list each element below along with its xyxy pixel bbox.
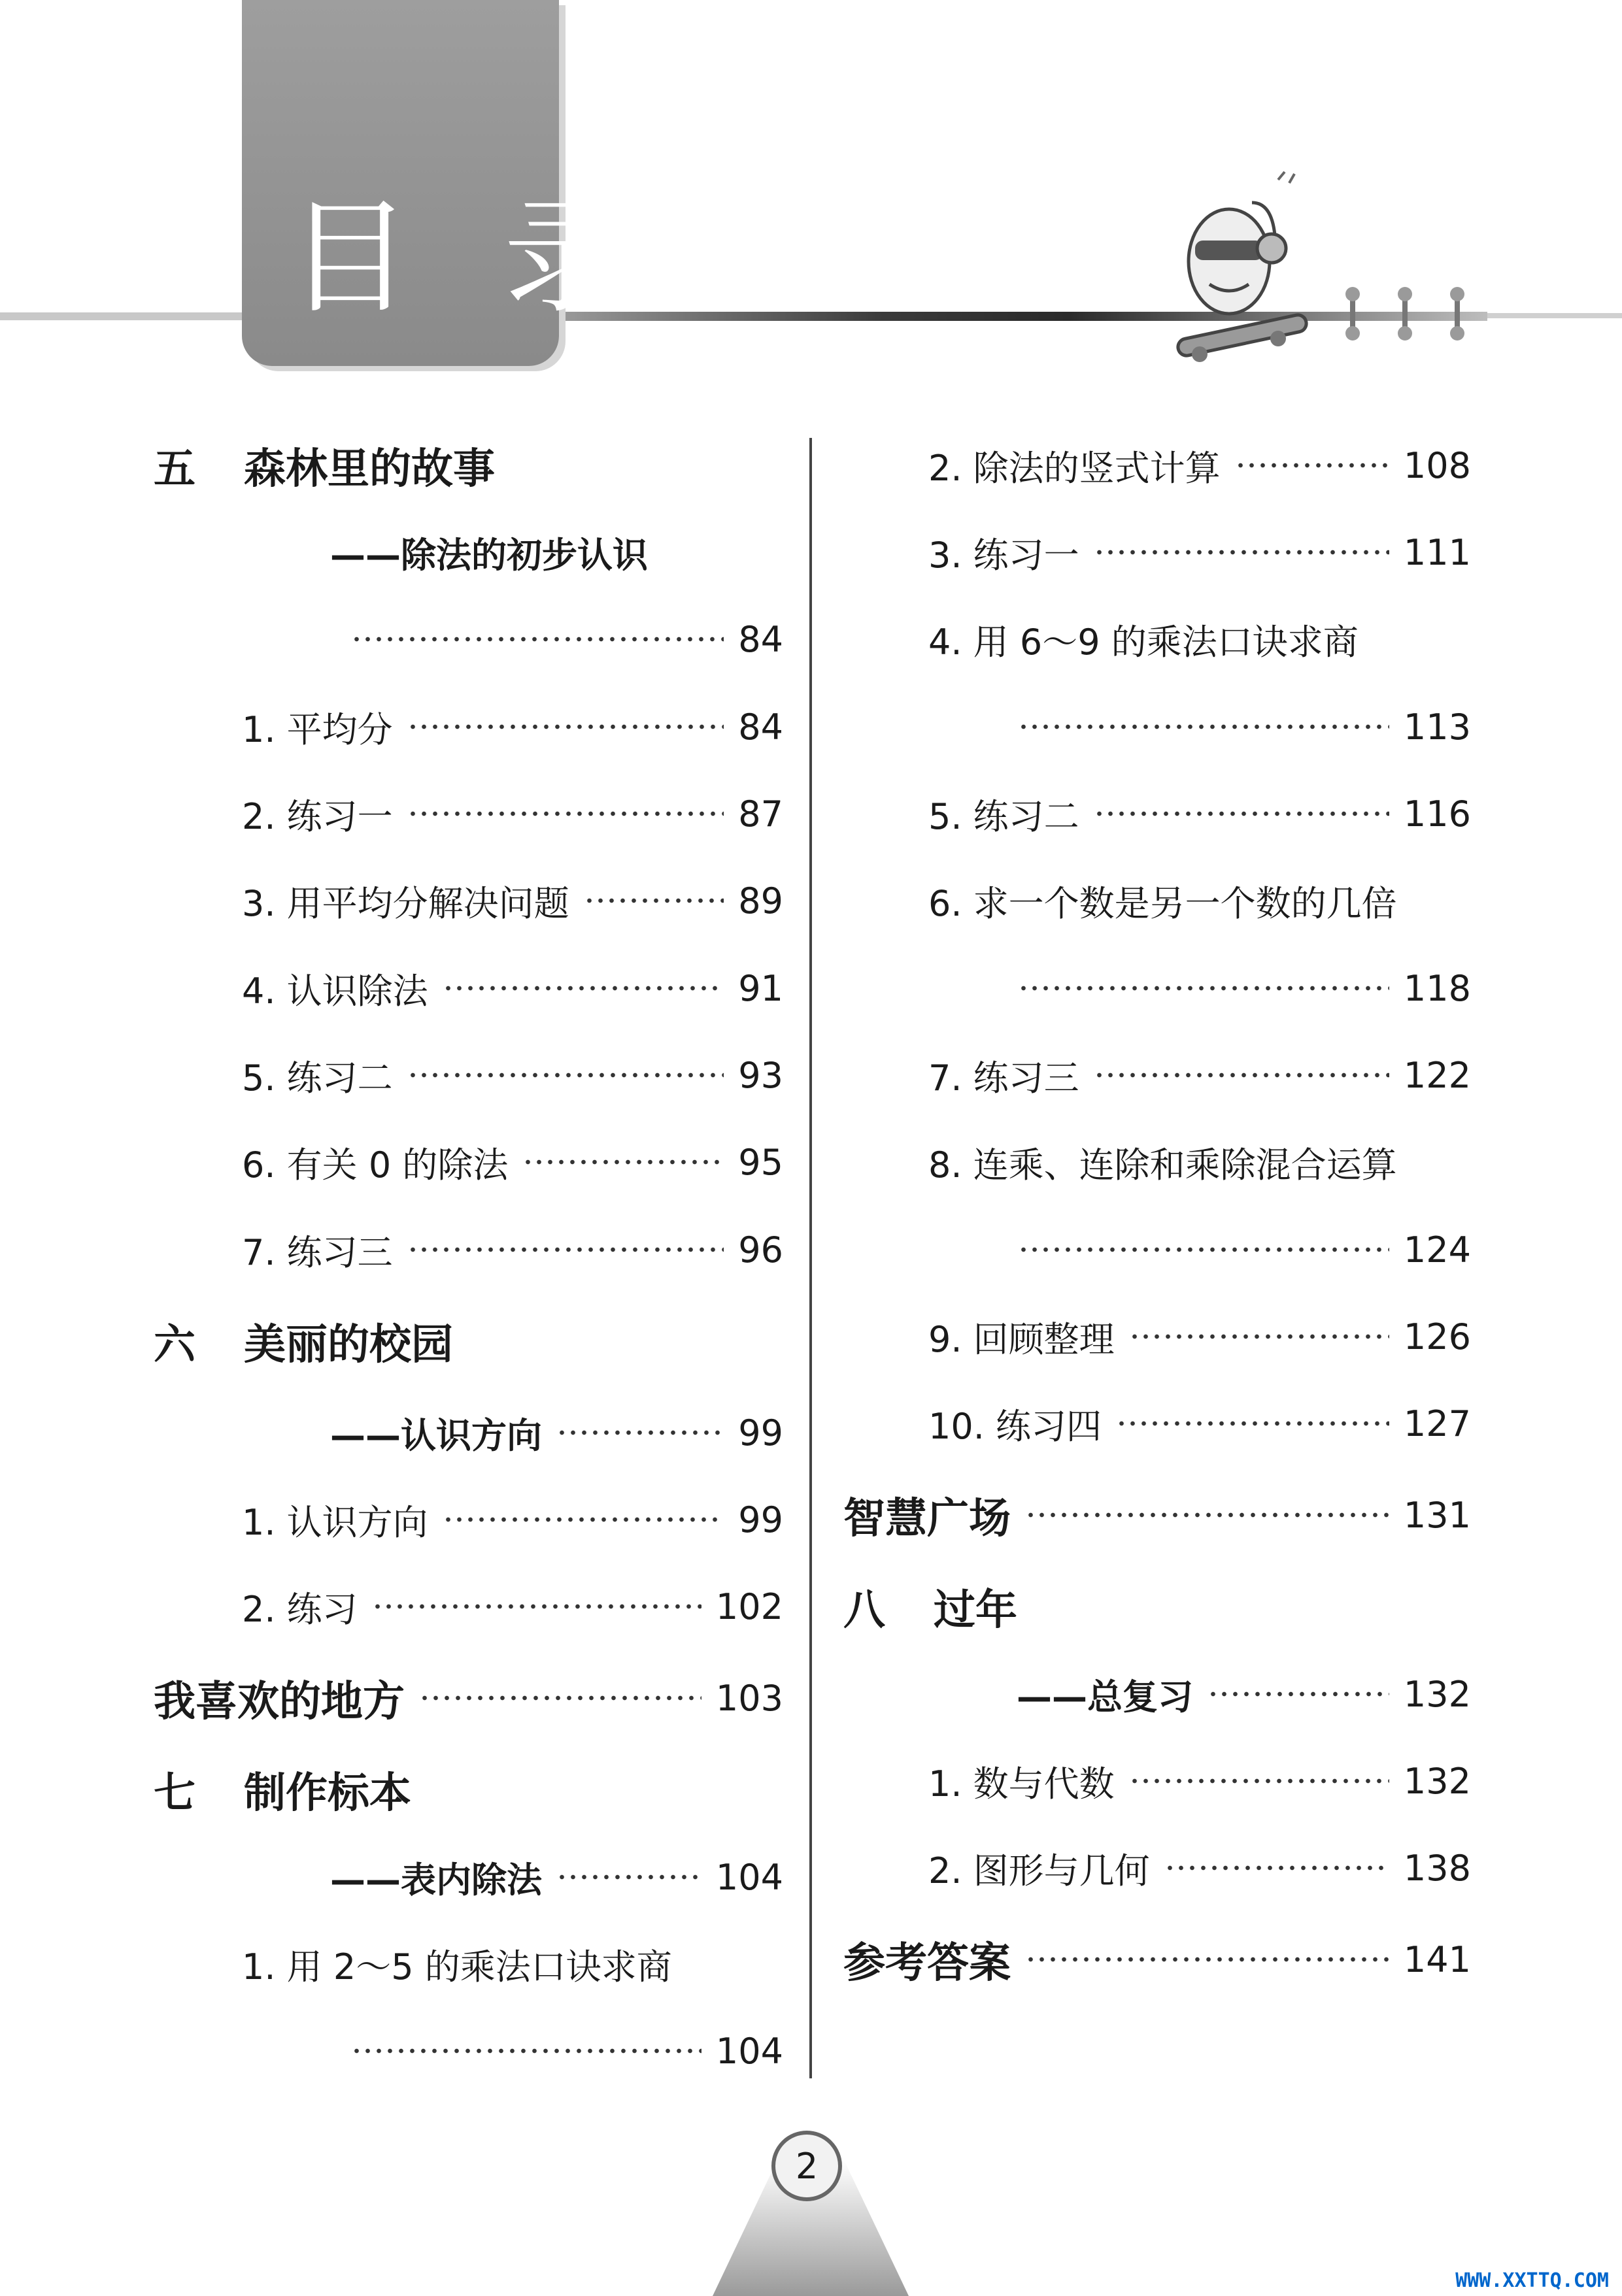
toc-page-number: 91 [738,967,783,1009]
toc-entry-label: 2. 练习 [242,1588,358,1630]
toc-entry-label: 6. 求一个数是另一个数的几倍 [928,882,1397,924]
toc-entry-label: ——除法的初步认识 [330,534,648,576]
toc-entry-label: 2. 练习一 [242,795,393,837]
toc-entry[interactable] [337,2025,783,2077]
toc-entry[interactable] [330,1851,783,1903]
toc-entry-label: 9. 回顾整理 [928,1318,1115,1360]
toc-page-number: 122 [1403,1054,1471,1096]
toc-page-number: 108 [1403,444,1471,486]
toc-entry[interactable] [928,1049,1471,1101]
dot-leader [419,1695,701,1701]
dot-leader [584,898,724,903]
toc-entry[interactable] [242,1223,783,1276]
chapter-number: 五 [154,445,195,493]
column-divider [809,438,812,2078]
toc-entry-label: 八 过年 [843,1576,1017,1637]
toc-entry[interactable] [1004,701,1471,753]
toc-entry[interactable] [928,1397,1471,1450]
dot-leader [1094,811,1389,816]
toc-page-number: 89 [738,880,783,922]
toc-entry[interactable] [928,1755,1471,1807]
toc-entry[interactable] [242,1136,783,1188]
toc-entry[interactable] [242,1938,783,1990]
toc-entry-label: 1. 用 2～5 的乘法口诀求商 [242,1946,672,1988]
toc-entry[interactable] [154,439,783,491]
header-rule-left [0,312,248,320]
toc-entry[interactable] [843,1580,1471,1633]
toc-entry[interactable] [154,1315,783,1367]
dot-leader [1094,1073,1389,1078]
toc-entry-label: 1. 平均分 [242,708,393,750]
toc-entry[interactable] [843,1489,1471,1541]
toc-page-number: 127 [1403,1403,1471,1444]
toc-entry-label: 五 森林里的故事 [154,435,495,495]
toc-page-number: 93 [738,1054,783,1096]
dot-leader [1129,1334,1389,1339]
toc-entry[interactable] [843,1933,1471,1986]
dot-leader [1025,1957,1389,1962]
chapter-number: 七 [154,1769,195,1818]
chapter-number: 六 [154,1321,195,1369]
toc-page-number: 103 [715,1677,783,1719]
dot-leader [372,1604,701,1609]
page-number: 2 [771,2131,842,2201]
toc-page-number: 118 [1403,967,1471,1009]
toc-page-number: 84 [738,618,783,660]
toc-page-number: 99 [738,1499,783,1540]
toc-entry[interactable] [242,962,783,1014]
toc-entry[interactable] [928,613,1471,665]
toc-page-number: 104 [715,1856,783,1898]
tick-mark-icon [1455,291,1460,337]
dot-leader [556,1430,724,1435]
dot-leader [407,811,724,816]
toc-entry-label: 8. 连乘、连除和乘除混合运算 [928,1144,1397,1186]
toc-entry-label: 5. 练习二 [242,1057,393,1099]
dot-leader [351,637,724,642]
toc-entry-label: 七 制作标本 [154,1759,411,1820]
toc-page-number: 124 [1403,1229,1471,1271]
toc-entry[interactable] [1004,962,1471,1014]
dot-leader [556,1874,701,1880]
tick-mark-icon [1402,291,1408,337]
dot-leader [1018,1247,1389,1252]
watermark-text: WWW.XXTTQ.COM [1455,2269,1609,2292]
toc-entry-label: 2. 图形与几何 [928,1850,1150,1891]
toc-entry[interactable] [1017,1668,1471,1720]
toc-page-number: 138 [1403,1847,1471,1889]
toc-page-number: 141 [1403,1938,1471,1980]
toc-page-number: 116 [1403,793,1471,835]
dot-leader [1208,1691,1389,1697]
toc-entry-label: 4. 用 6～9 的乘法口诀求商 [928,621,1359,663]
toc-page-number: 104 [715,2030,783,2072]
toc-entry-label: 5. 练习二 [928,795,1079,837]
dot-leader [1164,1865,1389,1871]
toc-entry-label: 1. 认识方向 [242,1501,428,1543]
toc-entry-label: 智慧广场 [843,1495,1011,1543]
toc-entry[interactable] [928,439,1471,491]
toc-page-number: 84 [738,706,783,748]
toc-page-number: 126 [1403,1316,1471,1357]
header-rule-tail [1487,313,1622,318]
toc-entry-label: 六 美丽的校园 [154,1311,453,1371]
toc-entry[interactable] [242,701,783,753]
toc-entry[interactable] [154,1763,783,1816]
dot-leader [1025,1512,1389,1518]
toc-entry-label: 10. 练习四 [928,1405,1102,1447]
toc-entry[interactable] [330,1406,783,1459]
toc-page-number: 131 [1403,1494,1471,1536]
dot-leader [407,1247,724,1252]
toc-entry-label: 7. 练习三 [928,1057,1079,1099]
dot-leader [1116,1421,1389,1426]
toc-entry-label: 我喜欢的地方 [154,1678,405,1726]
toc-entry-label: 4. 认识除法 [242,970,428,1012]
toc-entry-label: 6. 有关 0 的除法 [242,1144,509,1186]
toc-entry[interactable] [242,1580,783,1633]
dot-leader [443,986,724,991]
toc-entry[interactable] [928,526,1471,578]
toc-entry[interactable] [242,1049,783,1101]
toc-entry[interactable] [330,526,783,578]
toc-entry[interactable] [242,1493,783,1546]
toc-page-number: 96 [738,1229,783,1271]
toc-entry-label: ——认识方向 [330,1414,542,1456]
chapter-number: 八 [843,1586,885,1635]
skateboard-egg-mascot-icon [1138,163,1321,373]
dot-leader [407,724,724,729]
toc-entry-label: 3. 用平均分解决问题 [242,882,569,924]
toc-entry[interactable] [1004,1223,1471,1276]
toc-page-number: 99 [738,1412,783,1454]
toc-page-number: 95 [738,1141,783,1183]
toc-entry[interactable] [154,1672,783,1724]
toc-entry-label: 3. 练习一 [928,534,1079,576]
dot-leader [351,2048,701,2054]
toc-entry-label: 2. 除法的竖式计算 [928,447,1221,489]
toc-entry[interactable] [928,1310,1471,1363]
toc-page-number: 87 [738,793,783,835]
dot-leader [1018,724,1389,729]
toc-entry[interactable] [242,874,783,927]
dot-leader [443,1517,724,1522]
toc-entry-label: 7. 练习三 [242,1231,393,1273]
toc-page-number: 111 [1403,531,1471,573]
toc-entry-label: 1. 数与代数 [928,1763,1115,1805]
toc-page-number: 102 [715,1586,783,1627]
toc-entry[interactable] [337,613,783,665]
dot-leader [1235,463,1389,468]
toc-entry[interactable] [242,788,783,840]
page-title: 目 录 [288,186,654,330]
dot-leader [522,1159,724,1165]
toc-entry-label: ——表内除法 [330,1859,542,1901]
toc-entry[interactable] [928,874,1471,927]
toc-page-number: 113 [1403,706,1471,748]
toc-entry-label: ——总复习 [1017,1676,1193,1718]
toc-page-number: 132 [1403,1673,1471,1715]
toc-entry-label: 参考答案 [843,1939,1011,1988]
toc-entry[interactable] [928,1136,1471,1188]
dot-leader [1094,550,1389,555]
toc-entry[interactable] [928,788,1471,840]
toc-entry[interactable] [928,1842,1471,1894]
dot-leader [407,1073,724,1078]
tick-mark-icon [1350,291,1355,337]
dot-leader [1129,1778,1389,1784]
header-rule-right [559,312,1487,321]
toc-page-number: 132 [1403,1760,1471,1802]
dot-leader [1018,986,1389,991]
